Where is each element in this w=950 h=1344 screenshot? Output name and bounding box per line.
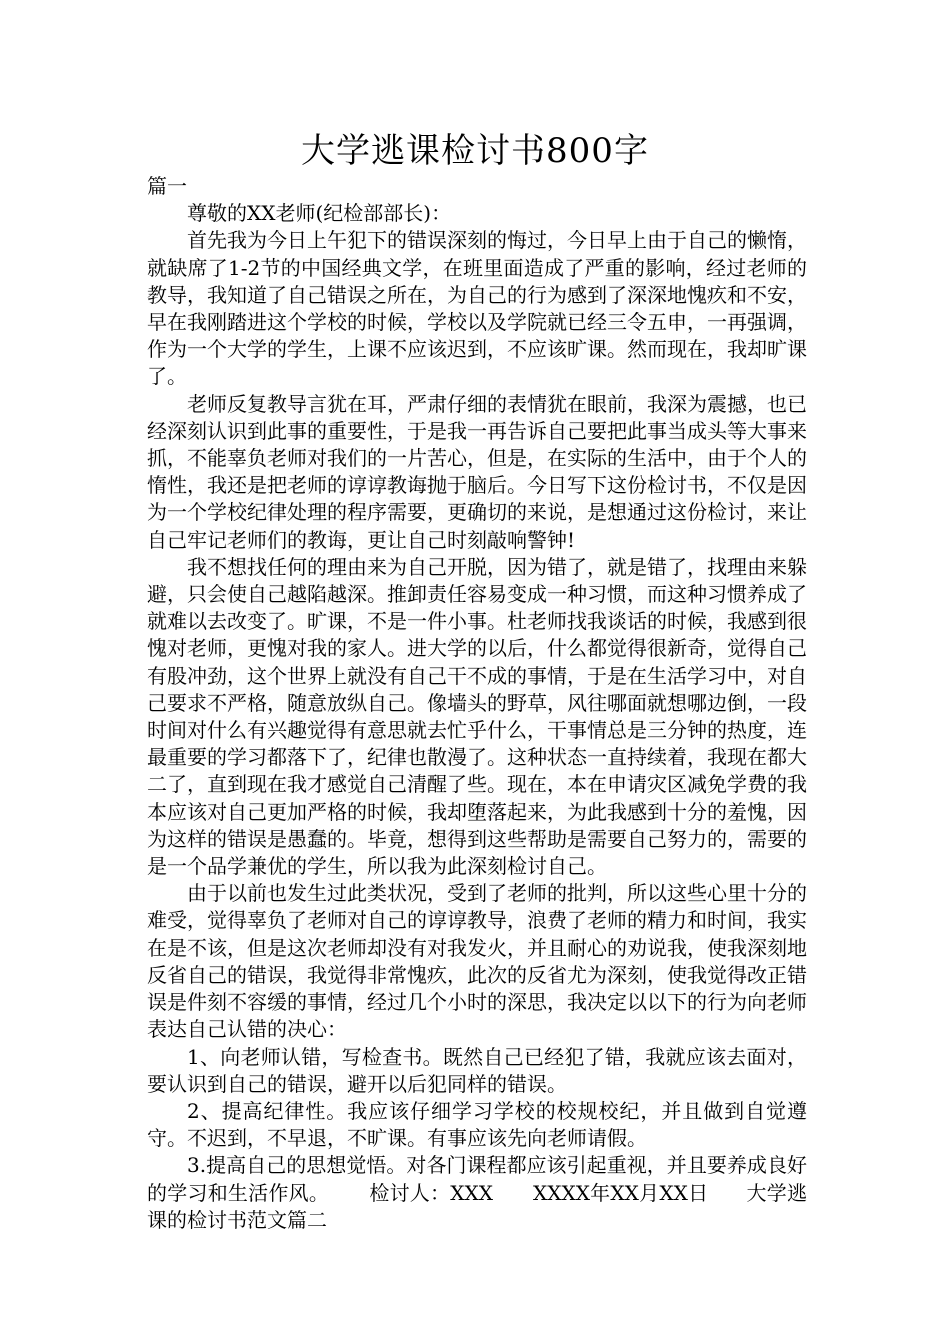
list-item-3-text: 3.提高自己的思想觉悟。对各门课程都应该引起重视，并且要养成良好的学习和生活作风。 <box>147 1153 807 1205</box>
paragraph-3: 我不想找任何的理由来为自己开脱，因为错了，就是错了，找理由来躲避，只会使自己越陷越深。推卸责任容易变成一种习惯，而这种习惯养成了就难以去改变了。旷课，不是一件小事。杜老师找我谈话的时候，我感到很愧对老师，更愧对我的家人。进大学的以后，什么都觉得很新奇，觉得自己有股冲劲，这个世界上就没有自己干不成的事情，于是在生活学习中，对自己要求不严格，随意放纵自己。像墙头的野草，风往哪面就想哪边倒，一段时间对什么有兴趣觉得有意思就去忙乎什么，干事情总是三分钟的热度，连最重要的学习都落下了，纪律也散漫了。这种状态一直持续着，我现在都大二了，直到现在我才感觉自己清醒了些。现在，本在申请灾区减免学费的我本应该对自己更加严格的时候，我却堕落起来，为此我感到十分的羞愧，因为这样的错误是愚蠢的。毕竟，想得到这些帮助是需要自己努力的，需要的是一个品学兼优的学生，所以我为此深刻检讨自己。 <box>147 554 807 879</box>
list-item-2: 2、提高纪律性。我应该仔细学习学校的校规校纪，并且做到自觉遵守。不迟到，不早退，不旷课。有事应该先向老师请假。 <box>147 1098 807 1151</box>
document-title: 大学逃课检讨书800字 <box>301 131 649 171</box>
list-item-3 <box>147 1152 807 1234</box>
salutation: 尊敬的XX老师(纪检部部长)： <box>187 201 452 226</box>
paragraph-4: 由于以前也发生过此类状况，受到了老师的批判，所以这些心里十分的难受，觉得辜负了老师对自己的谆谆教导，浪费了老师的精力和时间，我实在是不该，但是这次老师却没有对我发火，并且耐心的劝说我，使我深刻地反省自己的错误，我觉得非常愧疚，此次的反省尤为深刻，使我觉得改正错误是件刻不容缓的事情，经过几个小时的深思，我决定以以下的行为向老师表达自己认错的决心： <box>147 881 807 1042</box>
paragraph-1: 首先我为今日上午犯下的错误深刻的悔过，今日早上由于自己的懒惰，就缺席了1-2节的中国经典文学，在班里面造成了严重的影响，经过老师的教导，我知道了自己错误之所在，为自己的行为感到了深深地愧疚和不安，早在我刚踏进这个学校的时候，学校以及学院就已经三令五申，一再强调，作为一个大学的学生，上课不应该迟到，不应该旷课。然而现在，我却旷课了。 <box>147 228 807 389</box>
document-body <box>147 173 807 1234</box>
section-label: 篇一 <box>147 174 187 198</box>
next-section-heading: 大学逃课的检讨书范文篇二 <box>147 1180 808 1232</box>
signature: 检讨人：XXX <box>369 1180 493 1205</box>
list-item-1: 1、向老师认错，写检查书。既然自己已经犯了错，我就应该去面对，要认识到自己的错误，避开以后犯同样的错误。 <box>147 1044 807 1096</box>
date: XXXX年XX月XX日 <box>533 1180 709 1205</box>
paragraph-2: 老师反复教导言犹在耳，严肃仔细的表情犹在眼前，我深为震撼，也已经深刻认识到此事的重要性，于是我一再告诉自己要把此事当成头等大事来抓，不能辜负老师对我们的一片苦心，但是，在实际的生活中，由于个人的惰性，我还是把老师的谆谆教诲抛于脑后。今日写下这份检讨书，不仅是因为一个学校纪律处理的程序需要，更确切的来说，是想通过这份检讨，来让自己牢记老师们的教诲，更让自己时刻敲响警钟! <box>147 391 807 552</box>
